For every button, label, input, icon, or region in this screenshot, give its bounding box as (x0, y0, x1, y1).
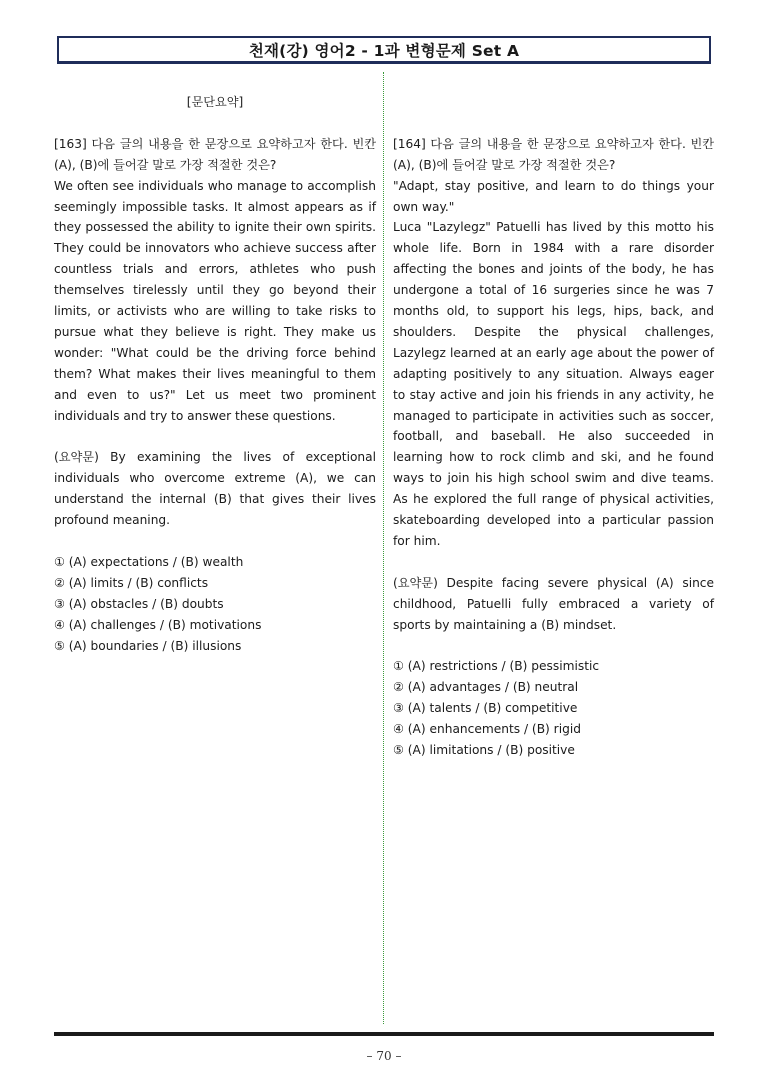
question-164-option-4: ④ (A) enhancements / (B) rigid (393, 722, 581, 737)
question-164-quote: "Adapt, stay positive, and learn to do things your own way." (393, 178, 714, 214)
question-163-option-5: ⑤ (A) boundaries / (B) illusions (54, 638, 242, 653)
question-164-option-5: ⑤ (A) limitations / (B) positive (393, 743, 575, 758)
section-label: [문단요약] (186, 95, 244, 109)
question-164-option-2: ② (A) advantages / (B) neutral (393, 680, 579, 695)
question-163-passage: We often see individuals who manage to accomplish seemingly impossible tasks. It almost appears as if they possessed the ability to ignite their own spirits. They could be innovators who achieve success after countless trials and errors, athletes who push themselves tirelessly until they go beyond their limits, or activists who are willing to take risks to pursue what they believe is right. They make us wonder: "What could be the driving force behind them? What makes their lives meaningful to them and even to us?" Let us meet two prominent individuals and try to answer these questions. (54, 178, 376, 423)
column-divider (383, 72, 384, 1024)
question-163-prompt: [163] 다음 글의 내용을 한 문장으로 요약하고자 한다. 빈칸 (A), (B)에 들어갈 말로 가장 적절한 것은? (54, 136, 376, 172)
footer-rule (54, 1032, 714, 1036)
question-164-passage: Luca "Lazylegz" Patuelli has lived by this motto his whole life. Born in 1984 with a rare disorder affecting the bones and joints of the body, he has undergone a total of 16 surgeries since he was 7 months old, to support his legs, hips, back, and shoulders. Despite the physical challenges, Lazylegz learned at an early age about the power of adapting positively to any situation. Always eager to stay active and join his friends in any activity, he managed to participate in activities such as soccer, football, and baseball. He also succeeded in learning how to rock climb and ski, and he found ways to join his high school swim and dive teams. As he explored the full range of physical activities, skateboarding developed into a particular passion for him. (393, 220, 714, 548)
question-163-option-1: ① (A) expectations / (B) wealth (54, 554, 244, 569)
question-163-option-3: ③ (A) obstacles / (B) doubts (54, 596, 224, 611)
header-title-box (57, 36, 711, 64)
question-163-option-4: ④ (A) challenges / (B) motivations (54, 617, 262, 632)
left-column (54, 92, 376, 656)
question-164-option-3: ③ (A) talents / (B) competitive (393, 701, 578, 716)
right-column (393, 92, 714, 761)
page-number: – 70 – (366, 1049, 402, 1063)
question-163-option-2: ② (A) limits / (B) conflicts (54, 575, 209, 590)
page-title: 천재(강) 영어2 - 1과 변형문제 Set A (248, 41, 520, 60)
question-163-summary: (요약문) By examining the lives of exceptional individuals who overcome extreme (A), we can understand the internal (B) that gives their lives profound meaning. (54, 450, 376, 528)
question-164-summary: (요약문) Despite facing severe physical (A) since childhood, Patuelli fully embraced a variety of sports by maintaining a (B) mindset. (393, 575, 714, 632)
question-164-prompt: [164] 다음 글의 내용을 한 문장으로 요약하고자 한다. 빈칸 (A), (B)에 들어갈 말로 가장 적절한 것은? (393, 136, 714, 172)
question-164-option-1: ① (A) restrictions / (B) pessimistic (393, 659, 600, 674)
